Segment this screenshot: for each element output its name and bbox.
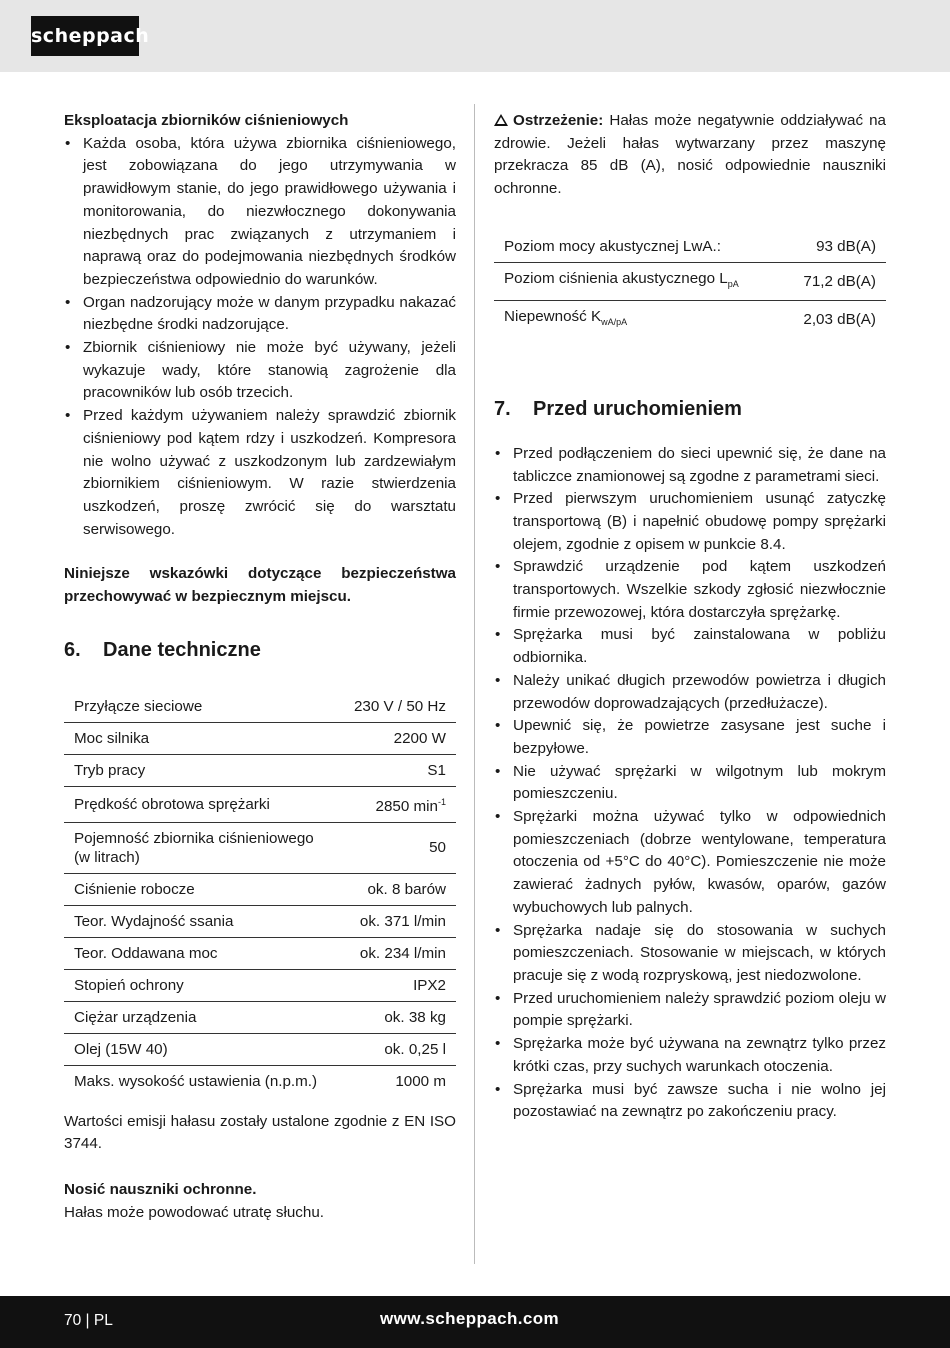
list-item: • Nie używać sprężarki w wilgotnym lub mokrym pomieszczeniu.	[494, 761, 886, 806]
table-row	[64, 786, 456, 822]
left-column	[64, 110, 456, 1225]
table-row	[64, 822, 456, 873]
list-item: • Sprężarka musi być zainstalowana w pobliżu odbiornika.	[494, 624, 886, 669]
keep-instructions-note: Niniejsze wskazówki dotyczące bezpieczeństwa przechowywać w bezpiecznym miejscu.	[64, 565, 456, 606]
table-row	[494, 231, 886, 263]
label-subscript: pA	[727, 278, 739, 289]
list-item: • Przed uruchomieniem należy sprawdzić poziom oleju w pompie sprężarki.	[494, 988, 886, 1033]
row-value: S1	[324, 754, 456, 786]
section-title-pressure-tanks: Eksploatacja zbiorników ciśnieniowych	[64, 112, 349, 129]
noise-warning	[494, 110, 886, 201]
warning-triangle-icon	[494, 114, 508, 126]
row-label	[494, 262, 778, 300]
row-value: 50	[324, 822, 456, 873]
tech-data-table	[64, 691, 456, 1097]
list-item: • Należy unikać długich przewodów powietrza i długich przewodów doprowadzających (przedłużacze).	[494, 670, 886, 715]
row-label: Ciężar urządzenia	[64, 1001, 324, 1033]
list-item: • Sprężarka nadaje się do stosowania w suchych pomieszczeniach. Stosowanie w miejscach, w których pracuje się z wodą rozpryskową, jest niedozwolone.	[494, 920, 886, 988]
list-item: • Zbiornik ciśnieniowy nie może być używany, jeżeli wykazuje wady, które stanowią zagrożenie dla pracowników lub osób trzecich.	[64, 337, 456, 405]
label-text: Niepewność K	[504, 307, 602, 325]
table-row	[64, 873, 456, 905]
list-item: • Upewnić się, że powietrze zasysane jest suche i bezpyłowe.	[494, 715, 886, 760]
row-label: Prędkość obrotowa sprężarki	[64, 786, 324, 822]
heading-number: 6.	[64, 638, 81, 661]
list-item: • Każda osoba, która używa zbiornika ciśnieniowego, jest zobowiązana do jego utrzymywania w prawidłowym stanie, do jego prawidłowego używania i monitorowania, do niezwłocznego dokonywania niezbędnych prac związanych z utrzymaniem i naprawą oraz do podejmowania niezbędnych środków bezpieczeństwa odpowiednio do warunków.	[64, 133, 456, 292]
row-value	[324, 786, 456, 822]
warning-label: Ostrzeżenie:	[513, 112, 604, 129]
tech-data-heading	[64, 637, 456, 663]
row-label: Poziom mocy akustycznej LwA.:	[504, 237, 721, 255]
value-text: 2850 min	[375, 797, 438, 815]
table-row	[494, 262, 886, 300]
row-value: IPX2	[324, 969, 456, 1001]
row-value: ok. 8 barów	[324, 873, 456, 905]
header-bar	[0, 0, 950, 72]
column-divider	[474, 104, 475, 1264]
row-label: Teor. Oddawana moc	[64, 937, 324, 969]
table-row	[64, 722, 456, 754]
table-row	[64, 937, 456, 969]
row-value: ok. 234 l/min	[324, 937, 456, 969]
website-url: www.scheppach.com	[380, 1309, 560, 1328]
list-item: • Sprężarka może być używana na zewnątrz tylko przez krótki czas, przy suchych warunkach otoczenia.	[494, 1033, 886, 1078]
row-value: 230 V / 50 Hz	[353, 697, 446, 715]
table-row	[494, 300, 886, 338]
row-label	[494, 300, 778, 338]
row-value: 2,03 dB(A)	[778, 300, 886, 338]
brand-logo: scheppach	[31, 16, 139, 56]
table-row	[64, 905, 456, 937]
before-start-heading	[494, 396, 886, 422]
list-item: • Sprężarki można używać tylko w odpowiednich pomieszczeniach (dobrze wentylowane, temperatura otoczenia od +5°C do 40°C). Pomieszczenie nie może zawierać żadnych pyłów, kwasów, oparów, gazów wybuchowych lub palnych.	[494, 806, 886, 920]
ear-protection-title: Nosić nauszniki ochronne.	[64, 1181, 257, 1199]
row-value: 1000 m	[324, 1065, 456, 1097]
label-text: Poziom ciśnienia akustycznego L	[504, 269, 728, 287]
row-value: ok. 371 l/min	[324, 905, 456, 937]
right-column	[494, 110, 886, 1124]
table-row	[64, 1033, 456, 1065]
noise-values-table	[494, 231, 886, 338]
table-row	[64, 969, 456, 1001]
value-exponent: -1	[437, 796, 446, 807]
row-value: 93 dB(A)	[816, 237, 876, 255]
row-label: Tryb pracy	[64, 754, 324, 786]
row-value: 2200 W	[324, 722, 456, 754]
ear-protection-text: Hałas może powodować utratę słuchu.	[64, 1203, 325, 1221]
pressure-tank-bullets	[64, 133, 456, 542]
list-item: • Sprężarka musi być zawsze sucha i nie wolno jej pozostawiać na zewnątrz po zakończeniu pracy.	[494, 1079, 886, 1124]
heading-text: Dane techniczne	[103, 638, 261, 661]
page-number: 70 | PL	[64, 1312, 113, 1329]
row-label: Maks. wysokość ustawienia (n.p.m.)	[64, 1065, 324, 1097]
footer-bar	[0, 1296, 950, 1348]
warning-text: Hałas może negatywnie oddziaływać na zdrowie. Jeżeli hałas wytwarzany przez maszynę przekracza 85 dB (A), nosić odpowiednie nauszniki ochronne.	[494, 112, 886, 198]
list-item: • Sprawdzić urządzenie pod kątem uszkodzeń transportowych. Wszelkie szkody zgłosić niezwłocznie firmie przewozowej, która dostarczyła sprężarkę.	[494, 556, 886, 624]
table-row	[64, 1001, 456, 1033]
row-label: Przyłącze sieciowe	[74, 697, 203, 715]
table-row	[64, 691, 456, 723]
row-value: 71,2 dB(A)	[778, 262, 886, 300]
list-item: • Przed pierwszym uruchomieniem usunąć zatyczkę transportową (B) i napełnić obudowę pompy sprężarki olejem, zgodnie z opisem w punkcie 8.4.	[494, 488, 886, 556]
table-row	[64, 754, 456, 786]
row-label: Moc silnika	[64, 722, 324, 754]
list-item: • Przed każdym używaniem należy sprawdzić zbiornik ciśnieniowy pod kątem rdzy i uszkodzeń. Kompresora nie wolno używać z uszkodzonym lub zardzewiałym zbiornikiem ciśnieniowym. W razie stwierdzenia uszkodzeń, proszę zwrócić się do warsztatu serwisowego.	[64, 405, 456, 541]
row-label: Olej (15W 40)	[64, 1033, 324, 1065]
row-label: Pojemność zbiornika ciśnieniowego (w litrach)	[64, 822, 324, 873]
row-value: ok. 0,25 l	[324, 1033, 456, 1065]
row-label: Ciśnienie robocze	[64, 873, 324, 905]
heading-text: Przed uruchomieniem	[533, 397, 742, 420]
label-subscript: wA/pA	[601, 316, 628, 327]
before-start-bullets	[494, 443, 886, 1124]
heading-number: 7.	[494, 397, 511, 420]
row-value: ok. 38 kg	[324, 1001, 456, 1033]
row-label: Teor. Wydajność ssania	[64, 905, 324, 937]
emission-note: Wartości emisji hałasu zostały ustalone zgodnie z EN ISO 3744.	[64, 1112, 456, 1153]
list-item: • Organ nadzorujący może w danym przypadku nakazać niezbędne środki nadzorujące.	[64, 292, 456, 337]
table-row	[64, 1065, 456, 1097]
list-item: • Przed podłączeniem do sieci upewnić się, że dane na tabliczce znamionowej są zgodne z parametrami sieci.	[494, 443, 886, 488]
row-label: Stopień ochrony	[64, 969, 324, 1001]
